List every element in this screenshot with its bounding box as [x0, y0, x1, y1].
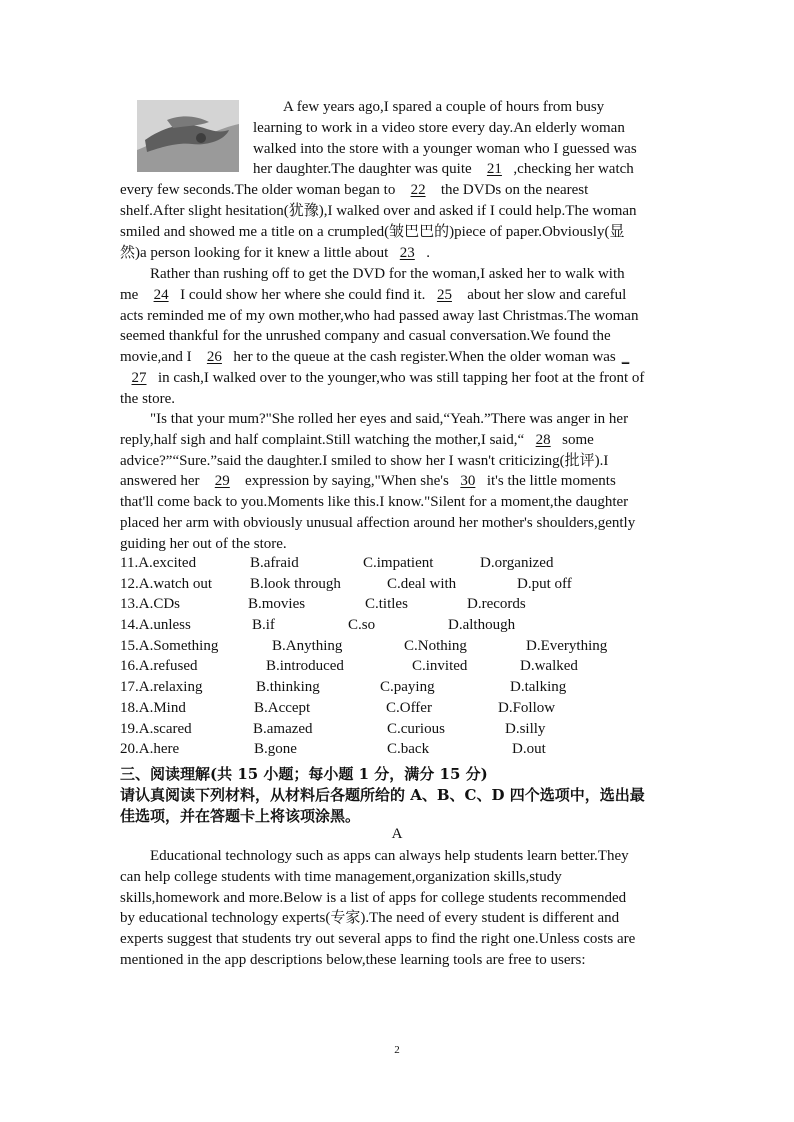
- text-line: [120, 139, 680, 160]
- option-row: [120, 679, 680, 700]
- text-segment: the DVDs on the nearest: [437, 182, 589, 199]
- option-choice: B.afraid: [250, 555, 299, 571]
- text-line: [120, 908, 680, 929]
- option-choice: C.Nothing: [404, 637, 467, 654]
- text-line: [120, 306, 680, 327]
- option-choice: B.Anything: [272, 637, 343, 654]
- answer-blank: 28: [535, 431, 551, 448]
- option-row: [120, 721, 680, 742]
- option-row: [120, 700, 680, 721]
- option-choice: 12.A.watch out: [120, 575, 213, 592]
- passage-a: [120, 846, 680, 971]
- text-line: [120, 534, 680, 555]
- part-label: A: [391, 826, 403, 842]
- text-line: [120, 389, 680, 410]
- section-instruction-line-1: 请认真阅读下列材料，从材料后各题所给的 A、B、C、D 四个选项中，选出最: [120, 786, 645, 804]
- text-segment: placed her arm with obviously unusual affection around her mother's shoulders,gently: [120, 514, 636, 531]
- text-line: [120, 513, 680, 534]
- option-choice: B.movies: [248, 596, 306, 613]
- text-line: [120, 471, 680, 492]
- text-segment: guiding her out of the store.: [120, 535, 287, 552]
- option-choice: C.deal with: [387, 575, 457, 592]
- passage-paragraph-3: [120, 409, 680, 555]
- option-choice: 20.A.here: [120, 741, 180, 758]
- text-segment: experts suggest that students try out several apps to find the right one.Unless costs are: [120, 931, 636, 948]
- option-choice: C.titles: [365, 596, 408, 613]
- option-choice: 17.A.relaxing: [120, 679, 203, 696]
- answer-blank: 27: [131, 369, 147, 386]
- text-segment: ,checking her watch: [513, 161, 634, 178]
- text-segment: Educational technology such as apps can always help students learn better.They: [150, 848, 629, 864]
- page-number: 2: [394, 1044, 400, 1056]
- text-segment: skills,homework and more.Below is a list of apps for college students recommended: [120, 889, 627, 906]
- text-line: [120, 264, 680, 285]
- option-choice: D.records: [467, 596, 526, 613]
- option-row: [120, 741, 680, 762]
- option-choice: C.invited: [412, 658, 468, 675]
- answer-blank: 29: [214, 473, 230, 490]
- answer-blank: 30: [460, 473, 476, 490]
- option-choice: B.look through: [250, 575, 341, 592]
- option-choice: B.if: [252, 617, 275, 634]
- text-segment: walked into the store with a younger woman who I guessed was: [253, 140, 637, 157]
- text-segment: shelf.After slight hesitation(犹豫),I walked over and asked if I could help.The woman: [120, 202, 637, 219]
- option-choice: D.although: [448, 617, 516, 634]
- option-choice: C.curious: [387, 720, 445, 737]
- option-choice: 13.A.CDs: [120, 596, 181, 613]
- options-list: [120, 555, 680, 762]
- option-row: [120, 658, 680, 679]
- answer-blank: 21: [486, 161, 502, 178]
- answer-blank: 22: [410, 182, 426, 199]
- section-heading: 三、阅读理解(共 15 小题；每小题 1 分，满分 15 分): [120, 765, 488, 783]
- answer-blank: _: [621, 349, 630, 366]
- text-line: [120, 180, 680, 201]
- answer-blank: 24: [153, 286, 169, 303]
- passage-paragraph-2: [120, 264, 680, 410]
- text-segment: "Is that your mum?"She rolled her eyes and said,“Yeah.”There was anger in her: [150, 411, 629, 427]
- option-row: [120, 576, 680, 597]
- text-segment: her to the queue at the cash register.When the older woman was: [233, 349, 620, 366]
- text-segment: A few years ago,I spared a couple of hours from busy: [283, 99, 605, 115]
- answer-blank: 26: [206, 349, 222, 366]
- option-choice: D.Follow: [498, 699, 556, 716]
- option-choice: B.introduced: [266, 658, 344, 675]
- text-segment: I could show her where she could find it.: [180, 286, 426, 303]
- text-line: [120, 929, 680, 950]
- option-choice: D.Everything: [526, 637, 608, 654]
- text-segment: some: [562, 431, 594, 448]
- option-choice: D.silly: [505, 720, 546, 737]
- text-segment: learning to work in a video store every day.An elderly woman: [253, 119, 625, 136]
- text-segment: .: [426, 244, 431, 261]
- option-row: [120, 596, 680, 617]
- option-choice: C.impatient: [363, 555, 434, 571]
- text-segment: acts reminded me of my own mother,who had passed away last Christmas.The woman: [120, 307, 639, 324]
- text-line: [120, 285, 680, 306]
- text-segment: expression by saying,"When she's: [241, 473, 449, 490]
- text-segment: me: [120, 286, 143, 303]
- text-segment: every few seconds.The older woman began to: [120, 182, 400, 199]
- text-line: [120, 222, 680, 243]
- text-line: [120, 950, 680, 971]
- text-line: [120, 430, 680, 451]
- option-choice: C.back: [387, 741, 430, 758]
- text-segment: her daughter.The daughter was quite: [253, 161, 476, 178]
- option-row: [120, 617, 680, 638]
- option-choice: C.paying: [380, 679, 435, 696]
- option-choice: 18.A.Mind: [120, 699, 186, 716]
- text-segment: reply,half sigh and half complaint.Still watching the mother,I said,“: [120, 431, 525, 448]
- option-choice: B.thinking: [256, 679, 320, 696]
- text-line: [120, 326, 680, 347]
- text-segment: Rather than rushing off to get the DVD for the woman,I asked her to walk with: [150, 266, 625, 282]
- option-choice: 16.A.refused: [120, 658, 198, 675]
- option-choice: D.organized: [480, 555, 554, 571]
- option-choice: B.amazed: [253, 720, 313, 737]
- text-segment: about her slow and careful: [463, 286, 627, 303]
- option-choice: 15.A.Something: [120, 637, 219, 654]
- answer-blank: 25: [436, 286, 452, 303]
- option-row: [120, 638, 680, 659]
- option-choice: B.gone: [254, 741, 297, 758]
- text-line: [120, 97, 680, 118]
- text-line: [120, 118, 680, 139]
- text-segment: the store.: [120, 390, 175, 407]
- option-choice: D.put off: [517, 575, 572, 592]
- text-segment: in cash,I walked over to the younger,who was still tapping her foot at the front of: [158, 369, 645, 386]
- option-choice: D.out: [512, 741, 546, 758]
- text-line: [120, 409, 680, 430]
- text-line: [120, 888, 680, 909]
- text-segment: movie,and I: [120, 349, 196, 366]
- text-segment: can help college students with time management,organization skills,study: [120, 868, 562, 885]
- option-choice: D.talking: [510, 679, 567, 696]
- text-line: [120, 492, 680, 513]
- passage-paragraph-1: [120, 97, 680, 263]
- text-segment: seemed thankful for the unrushed company and casual conversation.We found the: [120, 328, 611, 345]
- text-line: [120, 368, 680, 389]
- text-line: [120, 201, 680, 222]
- section-instruction-line-2: 佳选项，并在答题卡上将该项涂黑。: [120, 807, 361, 825]
- option-choice: C.Offer: [386, 699, 432, 716]
- option-choice: D.walked: [520, 658, 578, 675]
- text-segment: 然)a person looking for it knew a little about: [120, 244, 389, 261]
- option-choice: 11.A.excited: [120, 555, 197, 571]
- text-segment: by educational technology experts(专家).The need of every student is different and: [120, 910, 620, 927]
- text-segment: answered her: [120, 473, 204, 490]
- option-row: [120, 555, 680, 576]
- option-choice: C.so: [348, 617, 376, 634]
- text-line: [120, 846, 680, 867]
- text-segment: mentioned in the app descriptions below,these learning tools are free to users:: [120, 951, 586, 968]
- option-choice: 19.A.scared: [120, 720, 192, 737]
- answer-blank: 23: [399, 244, 415, 261]
- text-line: [120, 451, 680, 472]
- text-segment: advice?”“Sure.”said the daughter.I smiled to show her I wasn't criticizing(批评).I: [120, 452, 609, 469]
- text-line: [120, 347, 680, 368]
- text-segment: it's the little moments: [486, 473, 616, 490]
- option-choice: 14.A.unless: [120, 617, 191, 634]
- text-segment: smiled and showed me a title on a crumpled(皱巴巴的)piece of paper.Obviously(显: [120, 223, 625, 240]
- text-line: [120, 159, 680, 180]
- text-segment: that'll come back to you.Moments like this.I know."Silent for a moment,the daughter: [120, 494, 629, 511]
- option-choice: B.Accept: [254, 699, 311, 716]
- text-line: [120, 243, 680, 264]
- text-line: [120, 867, 680, 888]
